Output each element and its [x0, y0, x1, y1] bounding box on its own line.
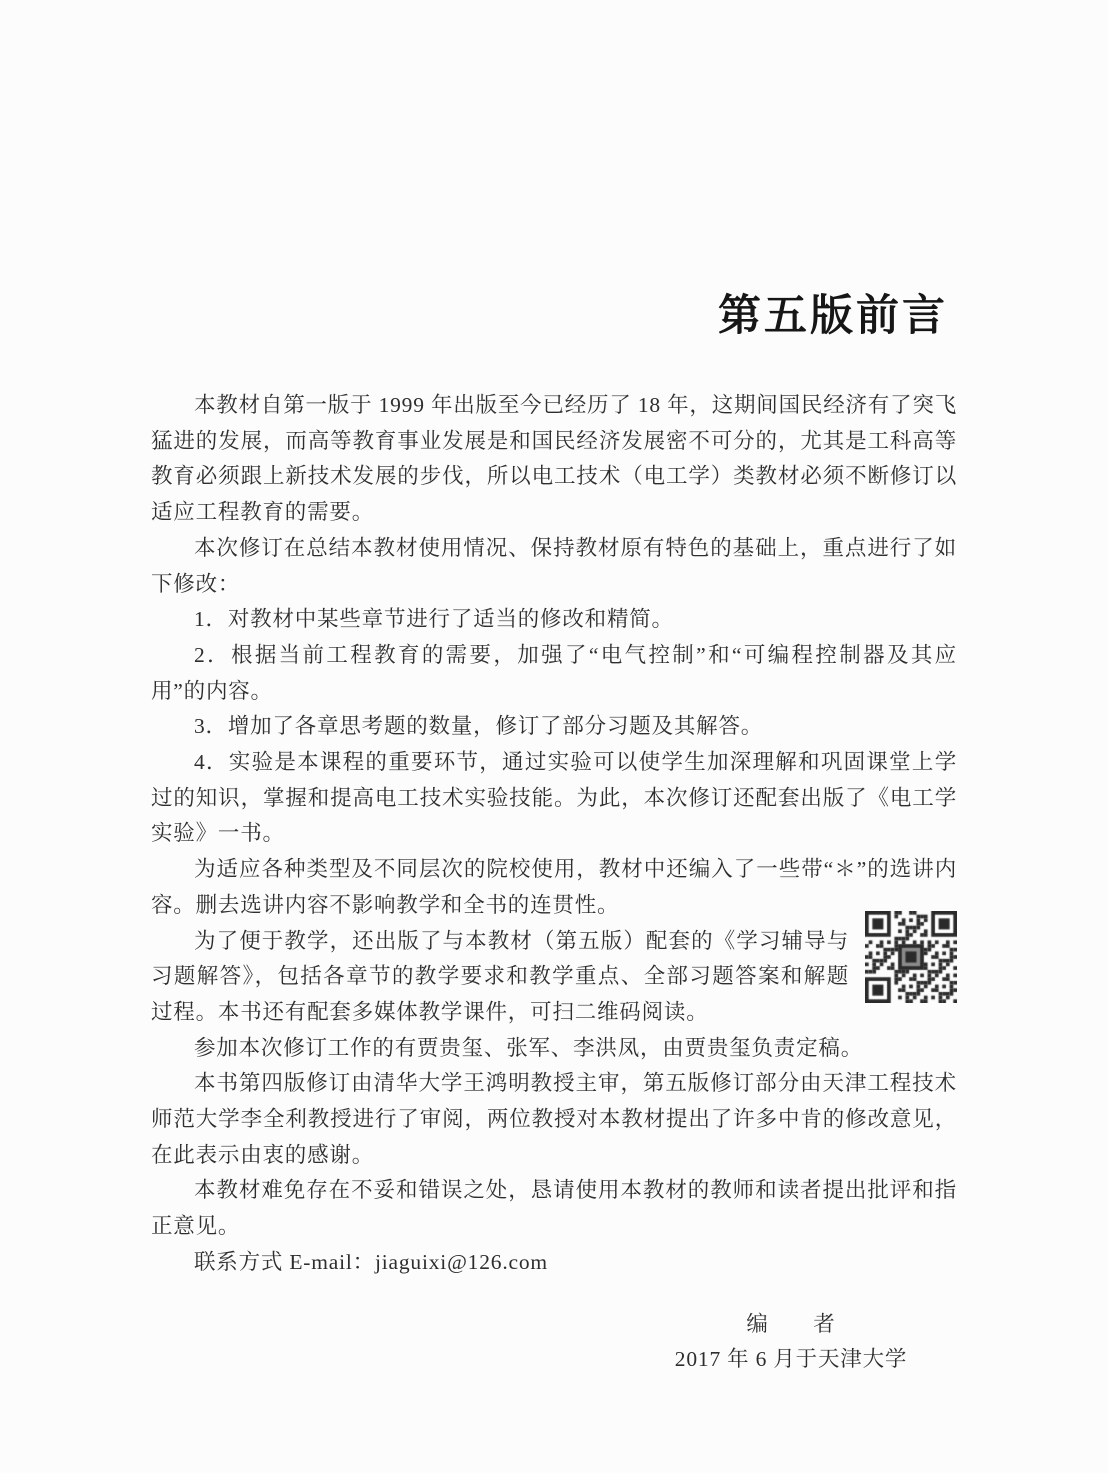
- para-companion-book: [151, 924, 957, 1031]
- para-history: [151, 388, 957, 531]
- para-history-text: 本教材自第一版于 1999 年出版至今已经历了 18 年，这期间国民经济有了突飞猛进的发展，而高等教育事业发展是和国民经济发展密不可分的，尤其是工科高等教育必须跟上新技术发展的步伐，所以电工技术（电工学）类教材必须不断修订以适应工程教育的需要。: [151, 393, 958, 525]
- revision-item-4-text: 4．实验是本课程的重要环节，通过实验可以使学生加深理解和巩固课堂上学过的知识，掌握和提高电工技术实验技能。为此，本次修订还配套出版了《电工学实验》一书。: [151, 750, 957, 846]
- para-reviewers: [151, 1066, 957, 1173]
- para-feedback: [151, 1173, 957, 1244]
- para-contributors-text: 参加本次修订工作的有贾贵玺、张军、李洪凤，由贾贵玺负责定稿。: [194, 1035, 864, 1060]
- para-optional-content: [151, 852, 957, 923]
- preface-body: [151, 388, 957, 1378]
- signature-block: [651, 1307, 931, 1378]
- qr-float: [865, 911, 957, 1005]
- para-companion-book-text: 为了便于教学，还出版了与本教材（第五版）配套的《学习辅导与习题解答》，包括各章节的教学要求和教学重点、全部习题答案和解题过程。本书还有配套多媒体教学课件，可扫二维码阅读。: [151, 928, 849, 1024]
- page-title: 第五版前言: [718, 291, 948, 340]
- revision-item-2: [151, 638, 957, 709]
- qr-code-icon: [865, 911, 957, 1003]
- revision-item-4: [151, 745, 957, 852]
- para-revision-intro-text: 本次修订在总结本教材使用情况、保持教材原有特色的基础上，重点进行了如下修改：: [151, 535, 957, 596]
- revision-item-1-text: 1．对教材中某些章节进行了适当的修改和精简。: [194, 607, 674, 632]
- para-contact-email-text: 联系方式 E-mail：jiaguixi@126.com: [194, 1249, 548, 1274]
- para-revision-intro: [151, 531, 957, 602]
- revision-item-1: [151, 602, 957, 638]
- revision-item-3: [151, 709, 957, 745]
- signature-dateline: 2017 年 6 月于天津大学: [674, 1347, 908, 1372]
- para-contributors: [151, 1031, 957, 1067]
- revision-item-2-text: 2．根据当前工程教育的需要，加强了“电气控制”和“可编程控制器及其应用”的内容。: [151, 642, 957, 703]
- para-feedback-text: 本教材难免存在不妥和错误之处，恳请使用本教材的教师和读者提出批评和指正意见。: [151, 1178, 957, 1239]
- para-contact-email: [151, 1245, 957, 1281]
- para-optional-content-text: 为适应各种类型及不同层次的院校使用，教材中还编入了一些带“＊”的选讲内容。删去选讲内容不影响教学和全书的连贯性。: [151, 857, 957, 917]
- revision-item-3-text: 3．增加了各章思考题的数量，修订了部分习题及其解答。: [194, 714, 764, 739]
- signature-author: 编 者: [746, 1311, 836, 1336]
- para-reviewers-text: 本书第四版修订由清华大学王鸿明教授主审，第五版修订部分由天津工程技术师范大学李全利教授进行了审阅，两位教授对本教材提出了许多中肯的修改意见，在此表示由衷的感谢。: [151, 1071, 957, 1167]
